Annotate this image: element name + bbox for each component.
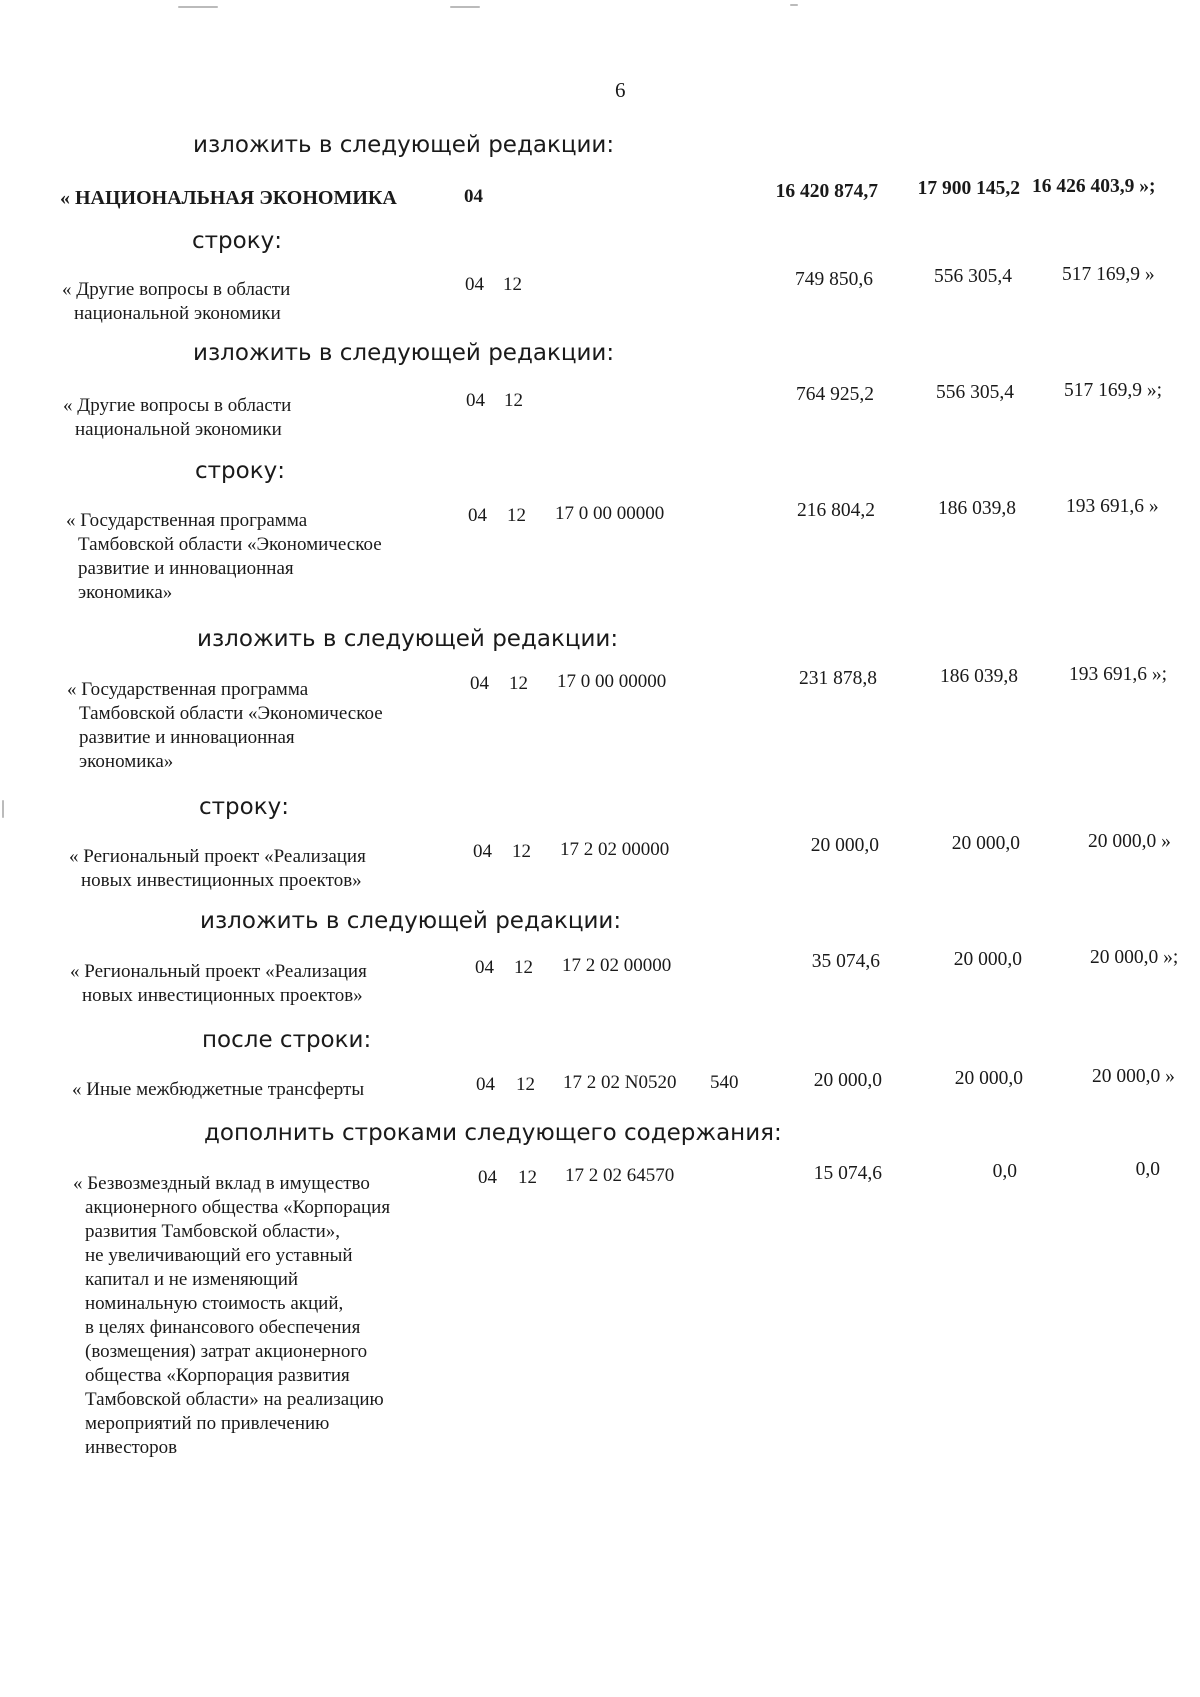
row-name-line: инвесторов (85, 1437, 178, 1458)
section-name: « НАЦИОНАЛЬНАЯ ЭКОНОМИКА (60, 187, 397, 209)
row-value-3: 20 000,0 »; (1090, 947, 1179, 968)
row-name-line: капитал и не изменяющий (85, 1269, 299, 1290)
row-name-line: (возмещения) затрат акционерного (85, 1341, 368, 1362)
instruction-intro: изложить в следующей редакции: (193, 132, 615, 158)
row-value-3: 20 000,0 » (1088, 831, 1171, 852)
row-value-1: 749 850,6 (795, 269, 873, 290)
row-section: 04 (475, 957, 494, 978)
row-value-3: 517 169,9 »; (1064, 380, 1163, 401)
row-name-line: « Безвозмездный вклад в имущество (73, 1173, 370, 1194)
row-section: 04 (468, 505, 487, 526)
row-name-line: мероприятий по привлечению (85, 1413, 330, 1434)
row-subsection: 12 (518, 1167, 537, 1188)
row-value-1: 20 000,0 (813, 1070, 882, 1091)
row-value-2: 556 305,4 (936, 382, 1014, 403)
row-section: 04 (473, 841, 492, 862)
row-value-3: 517 169,9 » (1062, 264, 1155, 285)
row-name (62, 278, 290, 326)
row-name-line: « Государственная программа (67, 679, 309, 700)
row-value-2: 556 305,4 (934, 266, 1012, 287)
row-target: 17 2 02 N0520 (563, 1072, 677, 1093)
row-value-3: 20 000,0 » (1092, 1066, 1175, 1087)
row-name-line: не увеличивающий его уставный (85, 1245, 353, 1266)
row-name-line: развитие и инновационная (79, 727, 295, 748)
row-name-line: Тамбовской области» на реализацию (85, 1389, 384, 1410)
row-name (67, 678, 383, 774)
row-value-2: 186 039,8 (938, 498, 1016, 519)
row-name-line: национальной экономики (74, 303, 281, 324)
instruction-heading: строку: (192, 228, 282, 254)
row-name-line: « Другие вопросы в области (63, 395, 292, 416)
row-name-line: « Иные межбюджетные трансферты (72, 1079, 365, 1100)
row-value-1: 216 804,2 (797, 500, 875, 521)
instruction-heading: изложить в следующей редакции: (200, 908, 622, 934)
row-value-3: 193 691,6 » (1066, 496, 1159, 517)
row-target: 17 2 02 00000 (562, 955, 672, 976)
row-type: 540 (710, 1072, 739, 1093)
row-name-line: номинальную стоимость акций, (85, 1293, 344, 1314)
section-value-1: 16 420 874,7 (775, 181, 878, 202)
instruction-heading: изложить в следующей редакции: (197, 626, 619, 652)
instruction-heading: дополнить строками следующего содержания: (204, 1120, 782, 1146)
row-name-line: Тамбовской области «Экономическое (79, 703, 383, 724)
row-name-line: акционерного общества «Корпорация (85, 1197, 391, 1218)
row-value-1: 20 000,0 (810, 835, 879, 856)
row-value-1: 15 074,6 (813, 1163, 882, 1184)
row-subsection: 12 (516, 1074, 535, 1095)
row-name-line: « Региональный проект «Реализация (69, 846, 366, 867)
row-name-line: общества «Корпорация развития (85, 1365, 350, 1386)
row-section: 04 (478, 1167, 497, 1188)
row-target: 17 2 02 64570 (565, 1165, 675, 1186)
section-code: 04 (464, 186, 483, 207)
row-value-2: 20 000,0 (953, 949, 1022, 970)
row-name (73, 1172, 390, 1460)
row-value-2: 20 000,0 (954, 1068, 1023, 1089)
row-subsection: 12 (509, 673, 528, 694)
row-value-2: 20 000,0 (951, 833, 1020, 854)
row-value-3: 193 691,6 »; (1069, 664, 1168, 685)
row-name-line: развития Тамбовской области», (85, 1221, 341, 1242)
row-name-line: развитие и инновационная (78, 558, 294, 579)
section-value-2: 17 900 145,2 (917, 178, 1020, 199)
page-number: 6 (615, 78, 626, 102)
row-value-1: 35 074,6 (811, 951, 880, 972)
row-name (72, 1078, 364, 1102)
row-value-3: 0,0 (1135, 1159, 1160, 1180)
row-subsection: 12 (512, 841, 531, 862)
row-name-line: экономика» (78, 582, 173, 603)
row-name-line: в целях финансового обеспечения (85, 1317, 361, 1338)
row-section: 04 (470, 673, 489, 694)
row-section: 04 (466, 390, 485, 411)
section-value-3: 16 426 403,9 »; (1032, 176, 1156, 197)
row-section: 04 (476, 1074, 495, 1095)
row-subsection: 12 (514, 957, 533, 978)
row-value-1: 764 925,2 (796, 384, 874, 405)
row-subsection: 12 (504, 390, 523, 411)
row-name-line: экономика» (79, 751, 174, 772)
row-name-line: новых инвестиционных проектов» (82, 985, 363, 1006)
row-section: 04 (465, 274, 484, 295)
instruction-heading: после строки: (202, 1027, 372, 1053)
row-target: 17 0 00 00000 (555, 503, 665, 524)
row-target: 17 0 00 00000 (557, 671, 667, 692)
instruction-heading: строку: (199, 794, 289, 820)
row-subsection: 12 (503, 274, 522, 295)
row-name (66, 509, 382, 605)
row-name-line: национальной экономики (75, 419, 282, 440)
row-name (69, 845, 366, 893)
row-subsection: 12 (507, 505, 526, 526)
row-name-line: « Региональный проект «Реализация (70, 961, 367, 982)
row-value-2: 186 039,8 (940, 666, 1018, 687)
row-name-line: новых инвестиционных проектов» (81, 870, 362, 891)
row-name-line: « Другие вопросы в области (62, 279, 291, 300)
instruction-heading: строку: (195, 458, 285, 484)
row-value-2: 0,0 (992, 1161, 1017, 1182)
instruction-heading: изложить в следующей редакции: (193, 340, 615, 366)
row-name (63, 394, 291, 442)
row-name (70, 960, 367, 1008)
row-value-1: 231 878,8 (799, 668, 877, 689)
row-target: 17 2 02 00000 (560, 839, 670, 860)
row-name-line: « Государственная программа (66, 510, 308, 531)
row-name-line: Тамбовской области «Экономическое (78, 534, 382, 555)
